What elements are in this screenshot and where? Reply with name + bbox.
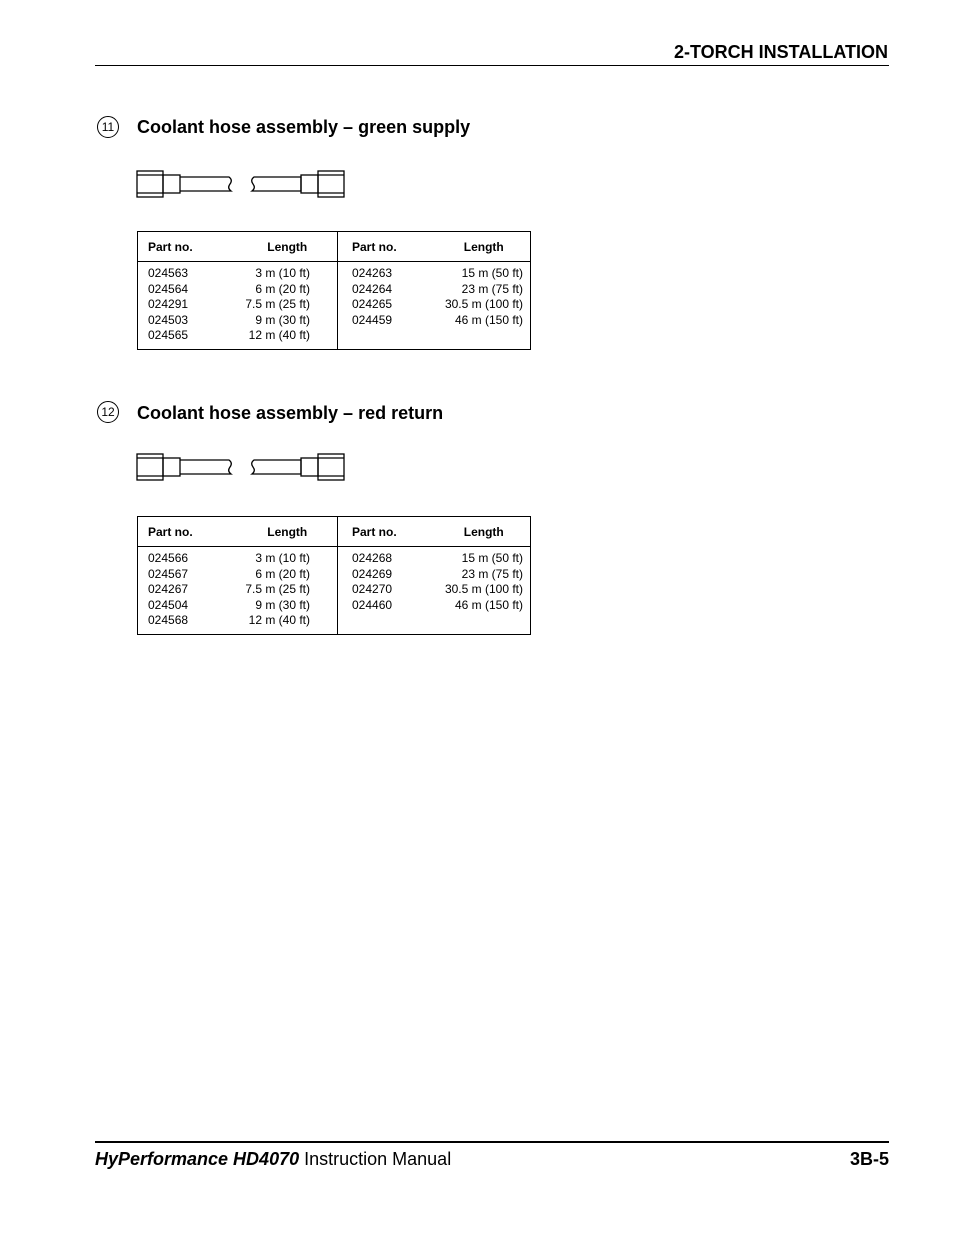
length-cell: 30.5 m (100 ft) (444, 582, 523, 596)
length-cell: 30.5 m (100 ft) (444, 297, 523, 311)
column-header: Length (438, 232, 531, 262)
column-header: Length (238, 232, 338, 262)
hose-assembly-illustration (136, 451, 348, 483)
table-row (138, 328, 531, 349)
section-number-badge: 11 (97, 116, 119, 138)
part-number-cell: 024460 (338, 598, 438, 614)
length-cell (438, 328, 531, 349)
part-number-cell: 024264 (338, 282, 438, 298)
length-cell: 9 m (30 ft) (255, 312, 310, 327)
table-row (138, 282, 531, 298)
column-header: Part no. (138, 232, 238, 262)
table-row (138, 598, 531, 614)
length-cell: 7.5 m (25 ft) (245, 297, 310, 311)
part-number-cell: 024563 (148, 266, 189, 280)
parts-table (137, 516, 531, 635)
length-cell: 46 m (150 ft) (454, 312, 523, 327)
table-row (138, 297, 531, 313)
table-row (138, 313, 531, 329)
length-cell: 6 m (20 ft) (255, 281, 310, 296)
part-number-cell: 024265 (338, 297, 438, 313)
length-cell: 12 m (40 ft) (248, 328, 310, 342)
part-number-cell: 024270 (338, 582, 438, 598)
part-number-cell: 024263 (338, 262, 438, 282)
section-title: Coolant hose assembly – red return (137, 403, 444, 423)
part-number-cell (338, 613, 438, 634)
table-row (138, 567, 531, 583)
table-row (138, 547, 531, 567)
product-name: HyPerformance HD4070 (95, 1149, 300, 1169)
column-header: Part no. (138, 517, 238, 547)
parts-table (137, 231, 531, 350)
part-number-cell: 024568 (148, 613, 189, 627)
table-row (138, 613, 531, 634)
part-number-cell: 024504 (148, 597, 189, 612)
footer-divider (95, 1141, 889, 1143)
hose-assembly-illustration (136, 168, 348, 200)
part-number-cell: 024291 (148, 297, 189, 311)
length-cell: 23 m (75 ft) (461, 566, 523, 581)
length-cell: 9 m (30 ft) (255, 597, 310, 612)
table-header-row (138, 517, 531, 547)
length-cell (438, 613, 531, 634)
column-header: Length (438, 517, 531, 547)
part-number-cell: 024567 (148, 566, 189, 581)
part-number-cell: 024269 (338, 567, 438, 583)
table-header-row (138, 232, 531, 262)
column-header: Part no. (338, 232, 438, 262)
length-cell: 15 m (50 ft) (461, 266, 523, 280)
length-cell: 15 m (50 ft) (461, 551, 523, 565)
part-number-cell: 024564 (148, 281, 189, 296)
section-title: Coolant hose assembly – green supply (137, 117, 471, 137)
part-number-cell: 024565 (148, 328, 189, 342)
part-number-cell: 024267 (148, 582, 189, 596)
header-divider (95, 65, 889, 66)
length-cell: 3 m (10 ft) (255, 266, 310, 280)
table-row (138, 262, 531, 282)
column-header: Length (238, 517, 338, 547)
part-number-cell: 024268 (338, 547, 438, 567)
footer-manual-title (95, 1149, 451, 1170)
length-cell: 12 m (40 ft) (248, 613, 310, 627)
page-number: 3B-5 (849, 1149, 889, 1169)
column-header: Part no. (338, 517, 438, 547)
part-number-cell: 024459 (338, 313, 438, 329)
section-header-title: 2-TORCH INSTALLATION (674, 42, 888, 62)
length-cell: 7.5 m (25 ft) (245, 582, 310, 596)
section-number-badge: 12 (97, 401, 119, 423)
table-row (138, 582, 531, 598)
part-number-cell: 024566 (148, 551, 189, 565)
length-cell: 23 m (75 ft) (461, 281, 523, 296)
length-cell: 46 m (150 ft) (454, 597, 523, 612)
manual-label: Instruction Manual (299, 1149, 452, 1169)
length-cell: 6 m (20 ft) (255, 566, 310, 581)
length-cell: 3 m (10 ft) (255, 551, 310, 565)
part-number-cell: 024503 (148, 312, 189, 327)
part-number-cell (338, 328, 438, 349)
